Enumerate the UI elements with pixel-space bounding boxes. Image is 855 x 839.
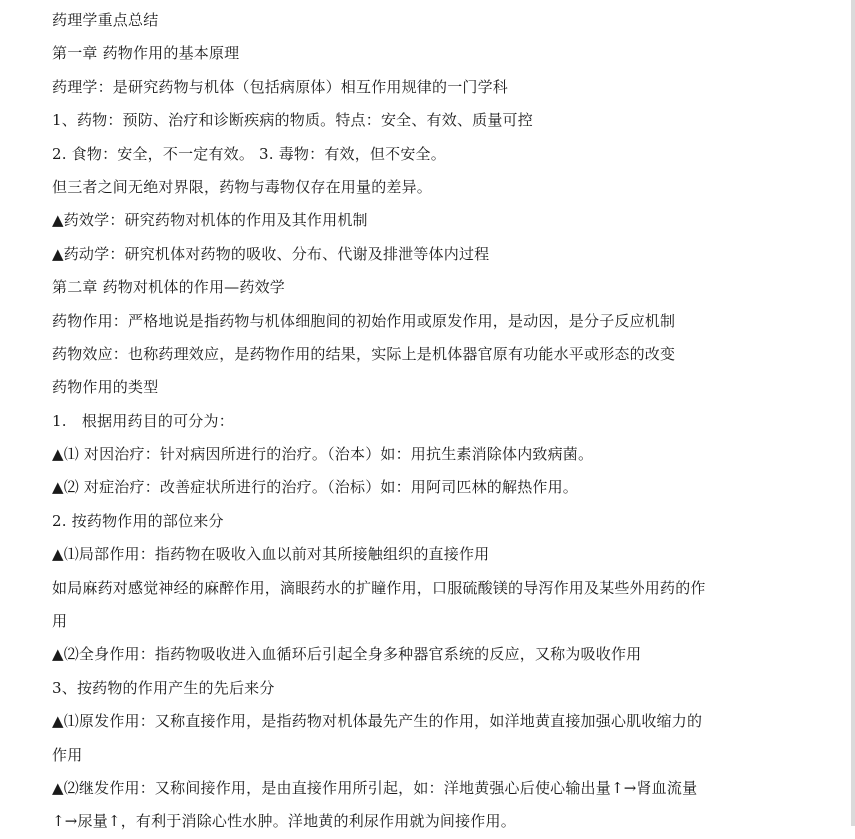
document-title: 药理学重点总结 <box>52 11 159 29</box>
page-edge-shadow <box>851 0 855 826</box>
text-line: ▲药动学：研究机体对药物的吸收、分布、代谢及排泄等体内过程 <box>52 244 490 263</box>
text-line: 药理学：是研究药物与机体（包括病原体）相互作用规律的一门学科 <box>52 77 509 96</box>
text-line: ▲⑵ 对症治疗：改善症状所进行的治疗。（治标）如：用阿司匹林的解热作用。 <box>52 478 579 497</box>
text-line: 1. 根据用药目的可分为： <box>52 411 234 430</box>
document-body <box>52 4 842 839</box>
text-line: 3、按药物的作用产生的先后来分 <box>52 678 275 697</box>
text-line: 1、药物：预防、治疗和诊断疾病的物质。特点：安全、有效、质量可控 <box>52 111 533 130</box>
text-line: 药物作用：严格地说是指药物与机体细胞间的初始作用或原发作用，是动因，是分子反应机制 <box>52 311 676 330</box>
text-line: ▲⑵全身作用：指药物吸收进入血循环后引起全身多种器官系统的反应，又称为吸收作用 <box>52 645 642 664</box>
text-line: ▲⑴ 对因治疗：针对病因所进行的治疗。（治本）如：用抗生素消除体内致病菌。 <box>52 445 594 464</box>
section-heading: 药物作用的类型 <box>52 378 159 397</box>
text-line: ▲⑵继发作用：又称间接作用，是由直接作用所引起，如：洋地黄强心后使心输出量↑→肾血流量 <box>52 778 698 797</box>
text-line: 但三者之间无绝对界限，药物与毒物仅存在用量的差异。 <box>52 177 433 196</box>
text-line: 如局麻药对感觉神经的麻醉作用，滴眼药水的扩瞳作用，口服硫酸镁的导泻作用及某些外用药的作 <box>52 578 706 597</box>
text-line: 2. 按药物作用的部位来分 <box>52 511 224 530</box>
chapter-1-heading: 第一章 药物作用的基本原理 <box>52 44 240 63</box>
text-line: 用 <box>52 612 68 631</box>
text-line: 作用 <box>52 745 83 764</box>
text-line: ↑→尿量↑，有利于消除心性水肿。洋地黄的利尿作用就为间接作用。 <box>52 812 516 831</box>
text-line: 2. 食物：安全，不一定有效。 3. 毒物：有效，但不安全。 <box>52 144 446 163</box>
text-line: 药物效应：也称药理效应，是药物作用的结果，实际上是机体器官原有功能水平或形态的改变 <box>52 344 676 363</box>
text-line: ▲药效学：研究药物对机体的作用及其作用机制 <box>52 211 368 230</box>
text-line: ▲⑴原发作用：又称直接作用，是指药物对机体最先产生的作用，如洋地黄直接加强心肌收缩力的 <box>52 712 703 731</box>
text-line: ▲⑴局部作用：指药物在吸收入血以前对其所接触组织的直接作用 <box>52 545 490 564</box>
chapter-2-heading: 第二章 药物对机体的作用—药效学 <box>52 278 285 297</box>
